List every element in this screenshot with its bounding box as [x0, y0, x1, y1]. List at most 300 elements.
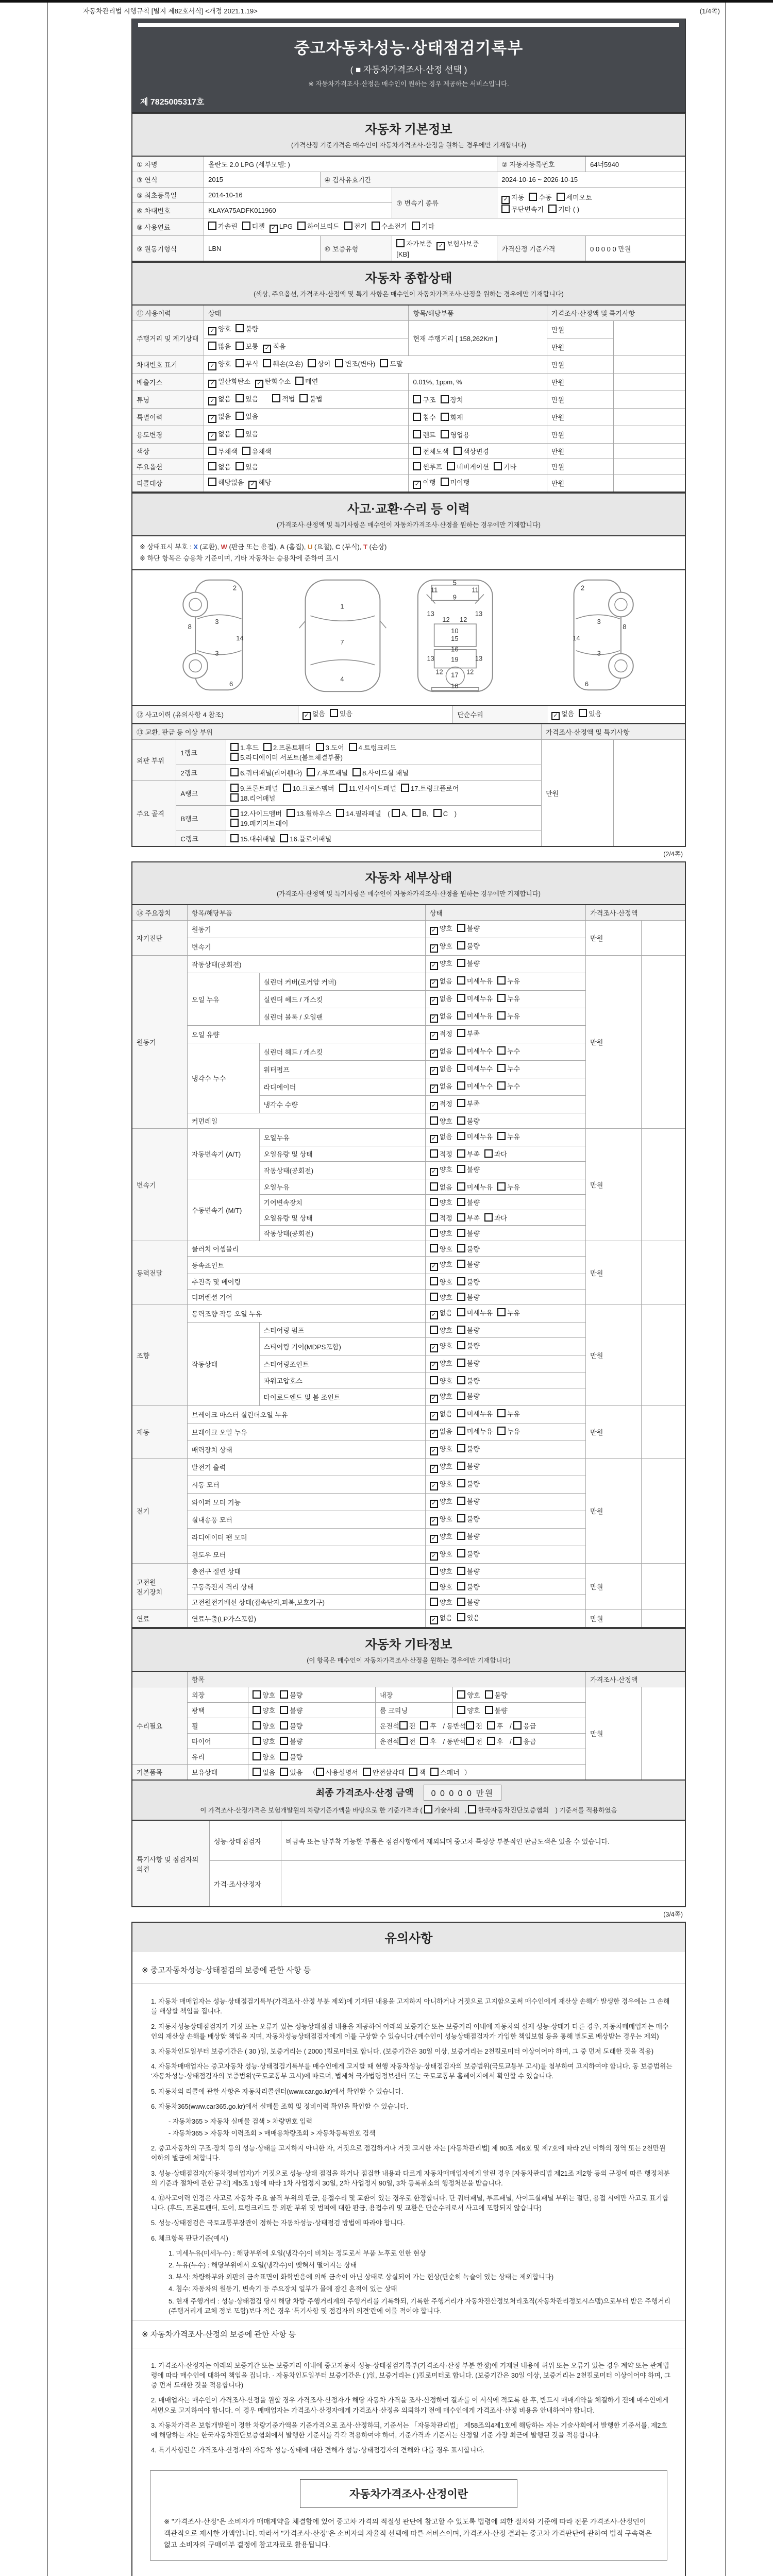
checkbox-unchecked[interactable] — [280, 1736, 303, 1746]
checkbox-checked[interactable]: ✓ 양호 — [430, 941, 452, 953]
checkbox-unchecked[interactable] — [430, 1376, 452, 1385]
checkbox-checked[interactable]: ✓ 없음 — [430, 1081, 452, 1093]
checkbox-checked[interactable]: ✓ 없음 — [430, 1409, 452, 1420]
diagram-number: 11 — [430, 586, 438, 594]
table-row — [132, 1129, 685, 1146]
checkbox-unchecked[interactable] — [253, 1752, 275, 1761]
checkbox-unchecked[interactable] — [242, 446, 272, 456]
checkbox-checked[interactable]: ✓ 양호 — [430, 1444, 452, 1455]
table-cell — [425, 1323, 585, 1338]
checkbox-checked[interactable]: ✓ 보험사보증 — [436, 239, 479, 250]
checkbox-unchecked[interactable] — [253, 1767, 275, 1777]
diagram-number: 13 — [475, 609, 483, 618]
checkbox-checked[interactable]: ✓ 없음 — [551, 708, 574, 720]
checkbox-unchecked[interactable] — [457, 923, 480, 933]
table-cell — [425, 1008, 585, 1026]
checkbox-unchecked[interactable] — [457, 1244, 480, 1253]
checkbox-unchecked[interactable] — [497, 1081, 520, 1091]
accident-legend — [131, 535, 686, 569]
checkbox-unchecked[interactable] — [453, 446, 489, 456]
checkbox-unchecked[interactable] — [336, 808, 381, 818]
checkbox-unchecked[interactable] — [430, 1182, 452, 1192]
checkbox-unchecked[interactable] — [330, 708, 352, 718]
checkbox-checked[interactable]: ✓ 양호 — [430, 1549, 452, 1561]
checkbox-unchecked[interactable] — [457, 1705, 480, 1715]
checkbox-checked[interactable]: ✓ 일산화탄소 — [208, 376, 250, 388]
checkbox-unchecked[interactable] — [372, 221, 407, 231]
checkbox-unchecked[interactable] — [420, 1736, 436, 1746]
checkbox-unchecked[interactable] — [457, 1461, 480, 1471]
legend-note: ※ 하단 항목은 승용차 기준이며, 기타 자동차는 승용차에 준하여 표시 — [140, 554, 339, 563]
checkbox-label: 네비게이션 — [457, 463, 489, 471]
checkbox-unchecked[interactable] — [208, 477, 244, 487]
diagram-number: 9 — [452, 593, 457, 601]
table-cell: 디퍼렌셜 기어 — [187, 1290, 425, 1305]
checkbox-checked[interactable]: ✓ 양호 — [430, 1514, 452, 1526]
checkbox-unchecked[interactable] — [230, 818, 288, 828]
checkbox-unchecked[interactable] — [208, 221, 238, 231]
checkbox-unchecked[interactable] — [484, 1213, 507, 1223]
checkbox-unchecked[interactable] — [513, 1736, 536, 1746]
checkbox-checked[interactable]: ✓ 양호 — [430, 1358, 452, 1370]
checkbox-unchecked[interactable] — [430, 1292, 452, 1302]
checkbox-unchecked[interactable] — [457, 1081, 493, 1091]
checkbox-label: 양호 — [439, 1599, 452, 1607]
checkbox-label: 부족 — [466, 1214, 480, 1223]
checkbox-unchecked[interactable] — [236, 462, 258, 471]
table-cell: 연료 — [132, 1610, 187, 1628]
checkbox-unchecked[interactable] — [253, 1721, 275, 1731]
checkbox-label: 없음 — [439, 1183, 452, 1192]
checkbox-unchecked[interactable] — [457, 958, 480, 968]
checkbox-unchecked[interactable] — [484, 1149, 507, 1159]
checkbox-unchecked[interactable] — [316, 1767, 358, 1777]
checkbox-unchecked[interactable] — [457, 1426, 493, 1436]
checkbox-unchecked[interactable] — [457, 1496, 480, 1506]
table-cell: 오일유량 및 상태 — [259, 1146, 425, 1162]
checkbox-label: 응급 — [523, 1738, 536, 1746]
checkbox-unchecked[interactable] — [457, 1116, 480, 1126]
checkbox-unchecked[interactable] — [457, 1228, 480, 1238]
checkbox-unchecked[interactable] — [457, 1391, 480, 1401]
checkbox-unchecked[interactable] — [409, 1767, 426, 1777]
final-price-note: 이 가격조사·산정가격은 보험개발원의 차량기준가액을 바탕으로 한 기준가격과 ( 기술사회 , 한국자동차진단보증협회 ) 기준서를 적용하였음 — [132, 1805, 685, 1815]
checkbox-checked[interactable]: ✓ 적정 — [430, 1028, 452, 1040]
checkbox-unchecked[interactable] — [457, 1690, 480, 1700]
checkbox-unchecked[interactable] — [236, 411, 258, 421]
table-cell: 작동상태(공회전) — [259, 1226, 425, 1241]
checkbox-unchecked[interactable] — [430, 1767, 460, 1777]
checkbox-unchecked[interactable] — [413, 462, 442, 471]
checkbox-unchecked[interactable] — [497, 993, 520, 1003]
table-cell — [425, 1026, 585, 1043]
checkbox-unchecked[interactable] — [457, 1308, 493, 1317]
checkbox-unchecked[interactable] — [457, 1531, 480, 1541]
checkbox-unchecked[interactable] — [430, 1149, 452, 1159]
checkbox-label: 기술사회 — [434, 1806, 460, 1815]
checkbox-unchecked[interactable] — [497, 1409, 520, 1418]
table-cell: 2024-10-16 ~ 2026-10-15 — [497, 172, 685, 188]
checkbox-unchecked[interactable] — [457, 1292, 480, 1302]
diagram-number: 12 — [460, 616, 467, 624]
checkbox-unchecked[interactable] — [412, 221, 434, 231]
checkbox-unchecked[interactable] — [230, 752, 343, 762]
checkbox-unchecked[interactable] — [457, 993, 493, 1003]
table-cell — [409, 444, 547, 459]
checkbox-unchecked[interactable] — [441, 477, 470, 487]
checkbox-label: 양호 — [439, 1463, 452, 1471]
table-cell — [425, 1210, 585, 1226]
checkbox-unchecked[interactable] — [236, 359, 258, 368]
checkbox-unchecked[interactable] — [457, 1098, 480, 1108]
checkbox-label: 불량 — [290, 1738, 303, 1746]
checkbox-unchecked[interactable] — [413, 412, 435, 422]
checkbox-unchecked[interactable] — [253, 1690, 275, 1700]
checkbox-unchecked[interactable] — [349, 742, 397, 752]
notice-paragraph: 4. ⑫사고이력 인정은 사고로 자동차 주요 골격 부위의 판금, 용접수리 및 교환이 있는 경우로 한정합니다. 단 쿼터패널, 루프패널, 사이드실패널 부위는 절단, 용접 시에만 사고로 표기합니다. (후드, 프론트펜더, 도어, 트렁크리드 등 외판 부위 및 범퍼에 대한 판금, 용접수리 및 교환은 단순수리로서 사고에 포함되지 않습니다) — [151, 2194, 669, 2212]
table-cell: 만원 — [586, 1129, 641, 1241]
checkbox-unchecked[interactable] — [352, 768, 409, 777]
checkbox-label: A, — [401, 810, 408, 818]
table-cell — [425, 1476, 585, 1494]
checkbox-checked[interactable]: ✓ 없음 — [430, 1131, 452, 1143]
checkbox-unchecked[interactable] — [430, 1566, 452, 1576]
final-price-value: 0 0 0 0 0 만원 — [424, 1785, 502, 1801]
checkbox-unchecked[interactable] — [497, 1046, 520, 1056]
table-cell: 스티어링조인트 — [259, 1355, 425, 1373]
checkbox-checked[interactable]: ✓ 없음 — [303, 708, 325, 720]
notice-paragraph: 2. 자동차성능상태점검자가 거짓 또는 오류가 있는 성능상태점검 내용을 제공하여 아래의 보증기간 또는 보증거리 이내에 자동차의 실제 성능·상태가 다른 경우, 자동차매매업자는 매수인의 재산상 손해를 배상할 책임을 지며, 자동차성능상태점검자에게 이를 구상할 수 있습니다.(매수인이 성능상태점검자가 가입한 책임보험 등을 통해 별도로 배상받는 경우는 제외) — [151, 2022, 669, 2040]
checkbox-unchecked[interactable] — [295, 376, 318, 386]
checkbox-checked[interactable]: ✓ 없음 — [208, 429, 231, 440]
legend-code: T — [363, 543, 367, 551]
checkbox-unchecked[interactable] — [413, 395, 435, 404]
checkbox-label: 불량 — [466, 1166, 480, 1174]
checkbox-label: 불량 — [466, 1599, 480, 1607]
checkbox-unchecked[interactable] — [457, 1046, 493, 1056]
checkbox-label: 4.트렁크리드 — [358, 744, 397, 752]
checkbox-unchecked[interactable] — [557, 192, 592, 202]
checkbox-unchecked[interactable] — [430, 1325, 452, 1335]
checkbox-unchecked[interactable] — [497, 1011, 520, 1021]
table-cell: 만원 — [586, 921, 641, 956]
checkbox-unchecked[interactable] — [457, 1259, 480, 1269]
checkbox-unchecked[interactable] — [457, 1613, 480, 1622]
checkbox-unchecked[interactable] — [335, 359, 375, 368]
checkbox-unchecked[interactable] — [280, 1690, 303, 1700]
checkbox-unchecked[interactable] — [497, 976, 520, 986]
checkbox-checked[interactable]: ✓ 양호 — [430, 1391, 452, 1403]
checkbox-unchecked[interactable] — [497, 1426, 520, 1436]
checkbox-checked[interactable]: ✓ 양호 — [208, 359, 231, 370]
diagram-number: 15 — [451, 635, 459, 643]
checkbox-unchecked[interactable] — [307, 768, 348, 777]
checkbox-unchecked[interactable] — [430, 1213, 452, 1223]
notice-blockB-list — [132, 2348, 685, 2463]
checkbox-unchecked[interactable] — [344, 221, 367, 231]
checkbox-unchecked[interactable] — [283, 783, 334, 793]
checkbox-unchecked[interactable] — [399, 1721, 416, 1731]
checkbox-unchecked[interactable] — [548, 204, 579, 214]
checkbox-checked[interactable]: ✓ 탄화수소 — [255, 376, 291, 388]
checkbox-unchecked[interactable] — [297, 221, 340, 231]
checkbox-unchecked[interactable] — [430, 1582, 452, 1591]
checkbox-checked[interactable]: ✓ 없음 — [430, 993, 452, 1005]
table-cell — [425, 1162, 585, 1179]
checkbox-unchecked[interactable] — [253, 1736, 275, 1746]
checkbox-unchecked[interactable] — [457, 1028, 480, 1038]
table-cell — [248, 1687, 376, 1703]
checkbox-unchecked[interactable] — [497, 1308, 520, 1317]
table-cell: 라디에이터 — [259, 1078, 425, 1096]
checkbox-unchecked[interactable] — [280, 1752, 303, 1761]
checkbox-unchecked[interactable] — [396, 239, 432, 248]
checkbox-unchecked[interactable] — [579, 708, 601, 718]
table-cell: 가격조사·산정액 및 특기사항 — [542, 724, 685, 740]
table-cell: 추진축 및 베어링 — [187, 1274, 425, 1290]
checkbox-unchecked[interactable] — [466, 1721, 482, 1731]
checkbox-unchecked[interactable] — [457, 1376, 480, 1385]
checkbox-checked[interactable]: ✓ 양호 — [430, 1461, 452, 1473]
notice-body — [131, 1952, 686, 2576]
checkbox-unchecked[interactable] — [230, 768, 302, 777]
checkbox-unchecked[interactable] — [497, 1063, 520, 1073]
diagram-number: 8 — [623, 623, 627, 631]
checkbox-checked[interactable]: ✓ 양호 — [430, 1479, 452, 1490]
checkbox-unchecked[interactable] — [287, 808, 331, 818]
checkbox-unchecked[interactable] — [457, 1566, 480, 1576]
checkbox-unchecked[interactable] — [441, 395, 463, 404]
checkbox-checked[interactable]: ✓ 해당 — [248, 477, 271, 489]
table-cell: 자가보증 ✓ 보험사보증[KB] — [392, 236, 497, 262]
checkbox-unchecked[interactable] — [230, 783, 278, 793]
checkbox-unchecked[interactable] — [457, 976, 493, 986]
checkbox-unchecked[interactable] — [441, 430, 470, 439]
table-cell — [409, 426, 547, 444]
checkbox-unchecked[interactable] — [208, 446, 238, 456]
checkbox-unchecked[interactable] — [308, 359, 330, 368]
checkbox-unchecked[interactable] — [230, 834, 275, 843]
checkbox-unchecked[interactable] — [242, 221, 265, 231]
checkbox-checked[interactable]: ✓ 양호 — [430, 923, 452, 935]
checkbox-checked[interactable]: ✓ 없음 — [430, 1011, 452, 1023]
checkbox-unchecked[interactable] — [392, 809, 408, 818]
checkbox-unchecked[interactable] — [466, 1736, 482, 1746]
checkbox-checked[interactable]: ✓ 양호 — [430, 1164, 452, 1176]
table-cell — [425, 1290, 585, 1305]
checkbox-unchecked[interactable] — [457, 1444, 480, 1453]
checkbox-unchecked[interactable] — [457, 1549, 480, 1558]
checkbox-checked[interactable]: ✓ 없음 — [430, 1426, 452, 1438]
checkbox-label: 양호 — [439, 1515, 452, 1523]
checkbox-label: 6.쿼터패널(리어휀다) — [240, 769, 303, 777]
checkbox-checked[interactable]: ✓ 없음 — [208, 394, 231, 405]
notice-paragraph: 4. 침수: 자동차의 원동기, 변속기 등 주요장치 일부가 물에 잠긴 흔적이 있는 상태 — [169, 2285, 397, 2293]
checkbox-unchecked[interactable] — [441, 412, 463, 422]
checkbox-checked[interactable]: ✓ 양호 — [430, 1341, 452, 1352]
checkbox-unchecked[interactable] — [230, 808, 282, 818]
checkbox-unchecked[interactable] — [457, 1131, 493, 1141]
checkbox-unchecked[interactable] — [272, 394, 295, 403]
checkbox-label: 18.리어패널 — [240, 794, 276, 803]
checkbox-unchecked[interactable] — [457, 1011, 493, 1021]
checkbox-unchecked[interactable] — [316, 742, 344, 752]
checkbox-unchecked[interactable] — [236, 341, 258, 351]
checkbox-unchecked[interactable] — [236, 324, 258, 333]
checkbox-checked[interactable]: ✓ 없음 — [430, 976, 452, 988]
table-cell: 커먼레일 — [187, 1113, 425, 1129]
checkbox-checked[interactable]: ✓ 적음 — [263, 341, 285, 353]
checkbox-checked[interactable]: ✓ 없음 — [430, 1308, 452, 1319]
checkbox-unchecked[interactable] — [413, 430, 435, 439]
checkbox-unchecked[interactable] — [447, 462, 489, 471]
table-cell — [497, 188, 685, 218]
checkbox-unchecked[interactable] — [430, 1277, 452, 1286]
checkbox-unchecked[interactable] — [253, 1705, 275, 1715]
checkbox-unchecked[interactable] — [457, 1514, 480, 1523]
checkbox-unchecked[interactable] — [529, 192, 551, 202]
checkbox-unchecked[interactable] — [208, 341, 231, 351]
checkbox-unchecked[interactable] — [263, 359, 303, 368]
table-row — [132, 459, 685, 474]
checkbox-unchecked[interactable] — [363, 1767, 405, 1777]
checkbox-unchecked[interactable] — [457, 941, 480, 951]
checkbox-label: 양호 — [262, 1691, 276, 1700]
checkbox-label: 부식 — [245, 360, 259, 368]
table-cell — [641, 1406, 685, 1459]
checkbox-unchecked[interactable] — [420, 1721, 436, 1731]
pricing-definition-box — [150, 2470, 667, 2561]
checkbox-unchecked[interactable] — [280, 834, 331, 843]
checkbox-unchecked[interactable] — [497, 1131, 520, 1141]
checkbox-unchecked[interactable] — [208, 462, 231, 471]
checkbox-label: 적정 — [439, 1214, 452, 1223]
checkbox-checked[interactable]: ✓ 양호 — [430, 1496, 452, 1508]
checkbox-label: 1.후드 — [240, 744, 259, 752]
checkbox-unchecked[interactable] — [380, 359, 402, 368]
checkbox-unchecked[interactable] — [457, 1582, 480, 1591]
checkbox-unchecked[interactable] — [485, 1690, 508, 1700]
checkbox-unchecked[interactable] — [487, 1736, 503, 1746]
table-cell — [425, 1579, 585, 1595]
checkbox-unchecked[interactable] — [399, 1736, 416, 1746]
checkbox-unchecked[interactable] — [494, 462, 516, 471]
checkbox-unchecked[interactable] — [457, 1149, 480, 1159]
checkbox-unchecked[interactable] — [280, 1705, 303, 1715]
table-cell — [425, 1595, 585, 1610]
checkbox-unchecked[interactable] — [501, 204, 544, 214]
checkbox-label: 불량 — [466, 1342, 480, 1350]
table-cell — [613, 391, 685, 409]
checkbox-unchecked[interactable] — [457, 1341, 480, 1350]
checkbox-label: 후 — [496, 1738, 503, 1746]
checkbox-unchecked[interactable] — [457, 1409, 493, 1418]
checkbox-unchecked[interactable] — [457, 1479, 480, 1488]
checkbox-label: 있음 — [290, 1769, 303, 1777]
checkbox-unchecked[interactable] — [430, 1228, 452, 1238]
checkbox-unchecked[interactable] — [468, 1805, 549, 1815]
checkbox-label: 11.인사이드패널 — [348, 785, 397, 793]
checkbox-unchecked[interactable] — [236, 429, 258, 438]
checkbox-label: 안전삼각대 — [372, 1769, 405, 1777]
checkbox-checked[interactable]: ✓ 양호 — [430, 958, 452, 970]
checkbox-unchecked[interactable] — [299, 394, 322, 403]
checkbox-unchecked[interactable] — [412, 809, 428, 818]
checkbox-unchecked[interactable] — [280, 1721, 303, 1731]
checkbox-unchecked[interactable] — [263, 742, 311, 752]
checkbox-checked[interactable]: ✓ 이행 — [413, 477, 435, 489]
checkbox-unchecked[interactable] — [457, 1277, 480, 1286]
checkbox-unchecked[interactable] — [457, 1325, 480, 1335]
checkbox-checked[interactable]: ✓ 적정 — [430, 1098, 452, 1110]
checkbox-unchecked[interactable] — [433, 809, 448, 818]
checkbox-checked[interactable]: ✓ 양호 — [430, 1259, 452, 1271]
checkbox-checked[interactable]: ✓ 자동 — [501, 192, 524, 204]
checkbox-unchecked[interactable] — [430, 1597, 452, 1607]
checkbox-unchecked[interactable] — [401, 783, 459, 793]
checkbox-checked[interactable]: ✓ LPG — [270, 223, 293, 233]
car-side-right — [574, 580, 633, 690]
checkbox-unchecked[interactable] — [497, 1182, 520, 1192]
checkbox-checked[interactable]: ✓ 없음 — [430, 1063, 452, 1075]
checkbox-unchecked[interactable] — [457, 1213, 480, 1223]
checkbox-unchecked[interactable] — [457, 1182, 493, 1192]
table-row — [132, 724, 685, 740]
checkbox-label: 사용설명서 — [325, 1769, 358, 1777]
checkbox-unchecked[interactable] — [457, 1063, 493, 1073]
checkbox-unchecked[interactable] — [457, 1597, 480, 1607]
table-cell — [204, 409, 409, 426]
checkbox-checked[interactable]: ✓ 없음 — [430, 1613, 452, 1624]
checkbox-unchecked[interactable] — [430, 1116, 452, 1126]
checkbox-unchecked[interactable] — [413, 446, 448, 456]
checkbox-checked[interactable]: ✓ 없음 — [430, 1046, 452, 1058]
checkbox-unchecked[interactable] — [457, 1197, 480, 1207]
table-cell: 0 0 0 0 0 만원 — [586, 236, 685, 262]
checkbox-unchecked[interactable] — [487, 1721, 503, 1731]
checkbox-unchecked[interactable] — [424, 1805, 460, 1815]
detail-header — [131, 861, 686, 904]
table-cell — [226, 765, 542, 781]
checkbox-label: 렌트 — [423, 431, 436, 439]
checkbox-checked[interactable]: ✓ 양호 — [208, 324, 231, 335]
table-cell: 타이어 — [187, 1734, 248, 1749]
checkbox-unchecked[interactable] — [339, 783, 396, 793]
checkbox-unchecked[interactable] — [236, 394, 258, 403]
checkbox-label: 양호 — [439, 1294, 452, 1302]
table-cell — [409, 459, 547, 474]
checkbox-unchecked[interactable] — [430, 1244, 452, 1253]
checkbox-unchecked[interactable] — [457, 1358, 480, 1368]
checkbox-unchecked[interactable] — [485, 1705, 508, 1715]
table-cell: 가격조사·산정액 — [586, 905, 685, 921]
checkbox-unchecked[interactable] — [513, 1721, 536, 1731]
table-cell: 냉각수 누수 — [187, 1043, 259, 1113]
table-cell: 기어변속장치 — [259, 1195, 425, 1210]
checkbox-checked[interactable]: ✓ 양호 — [430, 1531, 452, 1543]
checkbox-unchecked[interactable] — [280, 1767, 303, 1777]
checkbox-unchecked[interactable] — [430, 1197, 452, 1207]
checkbox-unchecked[interactable] — [230, 742, 259, 752]
table-cell: 등속죠인트 — [187, 1257, 425, 1274]
checkbox-unchecked[interactable] — [457, 1164, 480, 1174]
table-cell — [226, 831, 542, 847]
table-cell: 구동축전지 격리 상태 — [187, 1579, 425, 1595]
checkbox-unchecked[interactable] — [230, 793, 275, 803]
checkbox-checked[interactable]: ✓ 없음 — [208, 411, 231, 423]
table-cell: 단순수리 — [453, 705, 547, 723]
checkbox-label: 한국자동차진단보증협회 — [478, 1806, 549, 1815]
